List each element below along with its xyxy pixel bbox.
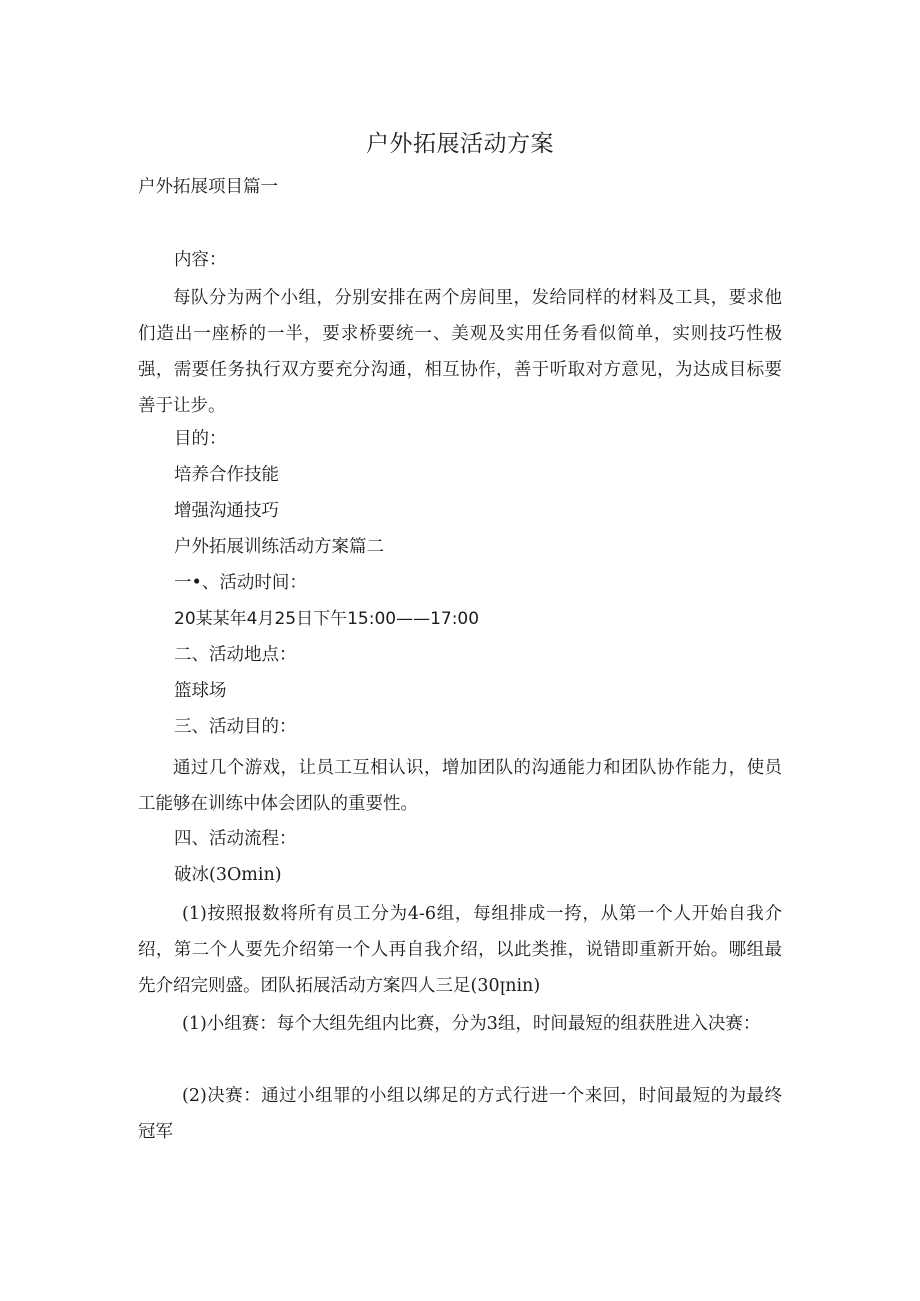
goal-label: 三、活动目的： [174, 717, 297, 737]
place-value: 篮球场 [174, 681, 227, 701]
time-value: 20某某年4月25日下午15:00——17:00 [174, 609, 480, 629]
section1-heading: 户外拓展项目篇一 [138, 177, 278, 197]
section2-heading: 户外拓展训练活动方案篇二 [174, 537, 384, 557]
purpose-item-2: 增强沟通技巧 [174, 501, 279, 521]
purpose-item-1: 培养合作技能 [174, 465, 279, 485]
purpose-label: 目的： [174, 429, 227, 449]
icebreak-paragraph: (1)按照报数将所有员工分为4-6组，每组排成一挎，从第一个人开始自我介绍，第二个人要先介绍第一个人再自我介绍，以此类推，说错即重新开始。哪组最先介绍完则盛。团队拓展活动方案四人三足(30ꞁnin) [138, 904, 782, 996]
place-label: 二、活动地点： [174, 645, 297, 665]
group-stage-paragraph: (1)小组赛：每个大组先组内比赛，分为3组，时间最短的组获胜进入决赛： [182, 1014, 761, 1034]
content-label: 内容： [174, 250, 227, 270]
flow-label: 四、活动流程： [174, 829, 297, 849]
time-label: 一•、活动时间： [174, 573, 307, 593]
document-title: 户外拓展活动方案 [366, 131, 554, 157]
final-paragraph: (2)决赛：通过小组罪的小组以绑足的方式行进一个来回，时间最短的为最终冠军 [138, 1086, 782, 1142]
content-paragraph: 每队分为两个小组，分别安排在两个房间里，发给同样的材料及工具，要求他们造出一座桥的一半，要求桥要统一、美观及实用任务看似简单，实则技巧性极强，需要任务执行双方要充分沟通，相互协作，善于听取对方意见，为达成目标要善于让步。 [138, 288, 782, 416]
icebreak-label: 破冰(3Omin) [174, 865, 282, 885]
goal-paragraph: 通过几个游戏，让员工互相认识，增加团队的沟通能力和团队协作能力，使员工能够在训练中体会团队的重要性。 [138, 758, 782, 814]
